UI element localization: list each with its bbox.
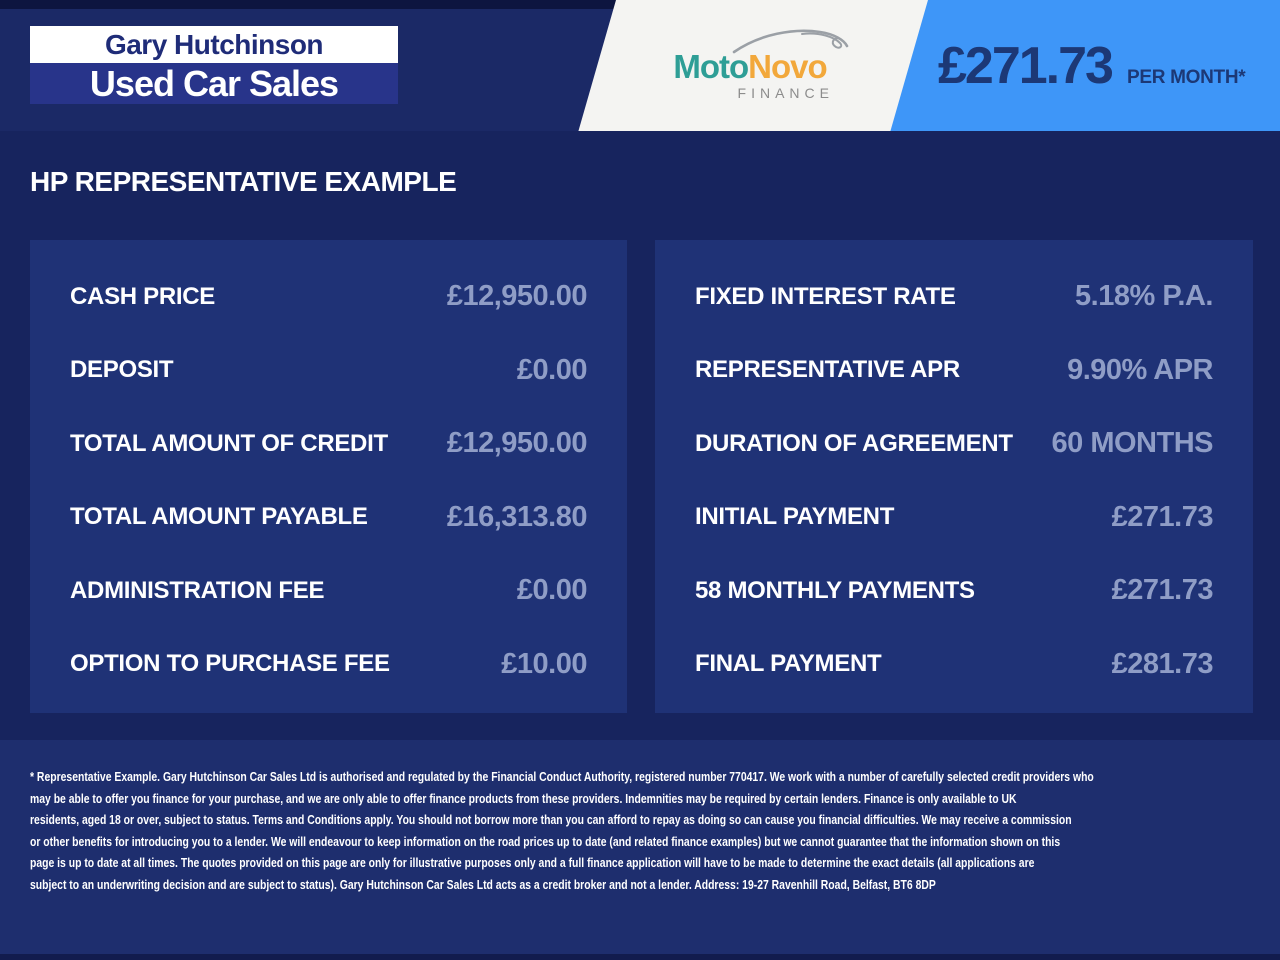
row-value: £12,950.00: [446, 280, 587, 312]
row-label: CASH PRICE: [70, 282, 216, 310]
dealer-logo-line2: Used Car Sales: [30, 63, 398, 104]
table-row: [70, 648, 587, 681]
row-label: TOTAL AMOUNT OF CREDIT: [70, 429, 388, 457]
row-value: 60 MONTHS: [1051, 427, 1213, 460]
row-value: £0.00: [516, 353, 587, 386]
row-label: OPTION TO PURCHASE FEE: [70, 650, 390, 678]
table-row: [695, 427, 1213, 460]
row-label: DURATION OF AGREEMENT: [695, 429, 1013, 457]
price-per-month-label: PER MONTH*: [1126, 66, 1246, 88]
table-row: [695, 574, 1213, 607]
row-value: £271.73: [1111, 574, 1213, 607]
disclaimer-line: * Representative Example. Gary Hutchinson Car Sales Ltd is authorised and regulated by the Financial Conduct Authority, registered number 770417. We work with a number of carefully selected credit providers who: [30, 769, 1094, 784]
table-row: [695, 648, 1213, 681]
header: [0, 0, 1280, 131]
row-value: 9.90% APR: [1067, 353, 1213, 386]
disclaimer-line: may be able to offer you finance for your purchase, and we are only able to offer finance products from these providers. Indemnities may be required by certain lenders. Finance is only available to UK: [30, 790, 1017, 806]
row-value: £271.73: [1111, 500, 1213, 533]
row-label: ADMINISTRATION FEE: [70, 576, 325, 604]
row-value: £12,950.00: [446, 427, 587, 460]
monthly-price: [938, 0, 1245, 131]
dealer-logo-line1: Gary Hutchinson: [30, 26, 398, 64]
row-label: 58 MONTHLY PAYMENTS: [695, 576, 975, 604]
table-row: [695, 280, 1213, 313]
motonovo-wordmark: [662, 50, 838, 84]
table-row: [70, 280, 587, 313]
disclaimer-line: subject to an underwriting decision and are subject to status). Gary Hutchinson Car Sales Ltd acts as a credit broker and not a lender. Address: 19-27 Ravenhill Road, Belfast, BT6 8DP: [30, 876, 936, 892]
row-label: FINAL PAYMENT: [695, 650, 882, 678]
table-row: [70, 574, 587, 607]
row-label: DEPOSIT: [70, 356, 174, 384]
bottom-strip: [0, 954, 1280, 960]
table-row: [70, 501, 587, 534]
row-label: REPRESENTATIVE APR: [695, 356, 960, 384]
motonovo-finance-label: FINANCE: [737, 85, 834, 101]
table-row: [695, 501, 1213, 534]
dealer-logo: [30, 26, 398, 104]
disclaimer-line: or other benefits for introducing you to a lender. We will endeavour to keep information on the road prices up to date (and related finance examples) but we cannot guarantee that the information shown on this: [30, 833, 1061, 849]
row-label: FIXED INTEREST RATE: [695, 282, 956, 310]
motonovo-wordmark-moto: Moto: [673, 48, 749, 85]
page-title: HP REPRESENTATIVE EXAMPLE: [30, 166, 457, 197]
row-value: £0.00: [516, 574, 587, 607]
motonovo-wordmark-novo: Novo: [748, 48, 827, 85]
row-value: £281.73: [1111, 647, 1213, 680]
row-value: £16,313.80: [446, 500, 587, 533]
table-row: [70, 427, 587, 460]
cash-details-panel: [30, 240, 627, 713]
disclaimer-text: [30, 766, 1280, 896]
disclaimer-line: residents, aged 18 or over, subject to status. Terms and Conditions apply. You should not borrow more than you can afford to repay as doing so can cause you financial difficulties. We may receive a commission: [30, 812, 1072, 828]
table-row: [70, 354, 587, 387]
motonovo-finance-logo: [662, 28, 838, 101]
rate-details-panel: [655, 240, 1253, 713]
row-label: INITIAL PAYMENT: [695, 503, 895, 531]
disclaimer-footer: [0, 740, 1280, 955]
price-amount: £271.73: [938, 36, 1112, 95]
row-value: 5.18% P.A.: [1075, 280, 1213, 312]
row-value: £10.00: [501, 647, 587, 680]
table-row: [695, 354, 1213, 387]
row-label: TOTAL AMOUNT PAYABLE: [70, 503, 368, 531]
disclaimer-line: page is up to date at all times. The quotes provided on this page are only for illustrative purposes only and a full finance application will have to be made to determine the exact details (all applications are: [30, 855, 1035, 871]
